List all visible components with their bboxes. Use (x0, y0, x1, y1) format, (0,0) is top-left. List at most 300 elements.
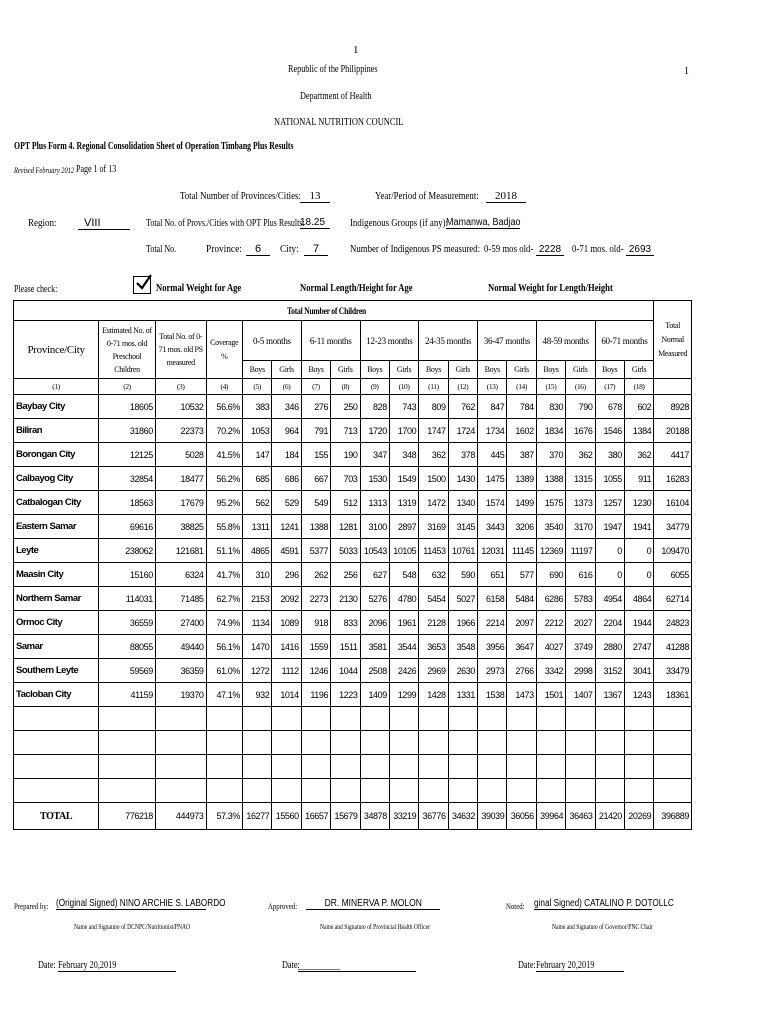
cell-value: 0 (624, 563, 653, 587)
age059-label: 0-59 mos old- (484, 243, 534, 255)
table-row (14, 683, 692, 707)
table-row (14, 467, 692, 491)
empty-cell (14, 731, 99, 755)
empty-cell (14, 755, 99, 779)
total-provinces-label: Total Number of Provinces/Cities: (180, 190, 301, 202)
cell-value: 24823 (654, 611, 692, 635)
total-value: 396889 (654, 803, 692, 830)
cell-value: 19370 (155, 683, 206, 707)
empty-cell (272, 779, 301, 803)
cell-value: 3540 (536, 515, 565, 539)
empty-cell (419, 707, 448, 731)
empty-cell (419, 755, 448, 779)
total-value: 16277 (243, 803, 272, 830)
cell-value: 6055 (654, 563, 692, 587)
cell-value: 1311 (243, 515, 272, 539)
age-group-header: 60-71 months (595, 321, 654, 361)
cell-value: 348 (389, 443, 418, 467)
cell-value: 2747 (624, 635, 653, 659)
city-value: 7 (304, 243, 328, 256)
empty-cell (624, 731, 653, 755)
total-value: 34632 (448, 803, 477, 830)
cell-value: 2128 (419, 611, 448, 635)
cell-value: 378 (448, 443, 477, 467)
cell-value: 2273 (301, 587, 330, 611)
total-value: 21420 (595, 803, 624, 830)
page-number-right: 1 (684, 66, 689, 77)
measured-header: Total No. of 0-71 mos. old PS measured (155, 321, 206, 379)
empty-row (14, 707, 692, 731)
cell-value: 1602 (507, 419, 536, 443)
empty-cell (448, 707, 477, 731)
cell-value: 2766 (507, 659, 536, 683)
prepared-title: Name and Signature of DCNPC/Nutritionist/PNAO (74, 923, 191, 931)
empty-cell (99, 731, 156, 755)
empty-cell (331, 779, 360, 803)
cell-value: 784 (507, 395, 536, 419)
prepared-name: (Original Signed) NINO ARCHIE S. LABORDO (56, 898, 226, 909)
cell-value: 184 (272, 443, 301, 467)
cell-value: 49440 (155, 635, 206, 659)
total-value: 36776 (419, 803, 448, 830)
total-value: 15560 (272, 803, 301, 830)
cell-value: 310 (243, 563, 272, 587)
cell-value: 791 (301, 419, 330, 443)
cell-value: 932 (243, 683, 272, 707)
total-label: TOTAL (14, 803, 99, 830)
girls-header: Girls (507, 361, 536, 379)
empty-cell (566, 707, 595, 731)
boys-header: Boys (360, 361, 389, 379)
cell-value: 18477 (155, 467, 206, 491)
cell-value: 964 (272, 419, 301, 443)
year-label: Year/Period of Measurement: (375, 190, 479, 202)
cell-value: 6158 (478, 587, 507, 611)
cell-value: 3145 (448, 515, 477, 539)
cell-value: 830 (536, 395, 565, 419)
cell-value: 18605 (99, 395, 156, 419)
cell-value: 1230 (624, 491, 653, 515)
cell-value: 703 (331, 467, 360, 491)
empty-cell (389, 779, 418, 803)
cell-value: 3100 (360, 515, 389, 539)
cell-value: 1676 (566, 419, 595, 443)
cell-value: 1367 (595, 683, 624, 707)
cell-value: 1575 (536, 491, 565, 515)
cell-value: 529 (272, 491, 301, 515)
checkbox-weight-for-age[interactable] (133, 276, 151, 294)
page-of: Page 1 of 13 (76, 164, 117, 175)
empty-cell (536, 731, 565, 755)
cell-value: 4591 (272, 539, 301, 563)
total-value: 36463 (566, 803, 595, 830)
total-children-header: Total Number of Children (14, 301, 654, 321)
boys-header: Boys (536, 361, 565, 379)
girls-header: Girls (624, 361, 653, 379)
cell-value: 41.5% (206, 443, 242, 467)
cell-value: 1241 (272, 515, 301, 539)
cell-value: 1472 (419, 491, 448, 515)
cell-value: 41.7% (206, 563, 242, 587)
cell-value: 6324 (155, 563, 206, 587)
region-value: VIII (78, 217, 130, 230)
date-value-noted: February 20,2019 (536, 960, 624, 972)
cell-value: 3647 (507, 635, 536, 659)
cell-value: 2130 (331, 587, 360, 611)
cell-value: 10532 (155, 395, 206, 419)
cell-value: 5484 (507, 587, 536, 611)
empty-cell (478, 707, 507, 731)
empty-cell (478, 731, 507, 755)
empty-cell (595, 755, 624, 779)
cell-value: 16104 (654, 491, 692, 515)
total-value: 39039 (478, 803, 507, 830)
cell-value: 5454 (419, 587, 448, 611)
cell-value: 22373 (155, 419, 206, 443)
prepared-label: Prepared by: (14, 902, 49, 911)
age-group-header: 12-23 months (360, 321, 419, 361)
empty-row (14, 779, 692, 803)
cell-value: 0 (595, 539, 624, 563)
column-index: (14) (507, 379, 536, 395)
cell-value: 1055 (595, 467, 624, 491)
cell-value: 56.1% (206, 635, 242, 659)
province-city-header: Province/City (14, 321, 99, 379)
cell-value: 362 (624, 443, 653, 467)
total-value: 16657 (301, 803, 330, 830)
cell-value: 190 (331, 443, 360, 467)
cell-value: 4865 (243, 539, 272, 563)
cell-value: 1428 (419, 683, 448, 707)
page-number: 1 (353, 44, 359, 56)
empty-cell (389, 707, 418, 731)
approved-label: Approved: (268, 902, 298, 911)
cell-value: 56.2% (206, 467, 242, 491)
total-value: 15679 (331, 803, 360, 830)
cell-value: 36559 (99, 611, 156, 635)
age071-label: 0-71 mos. old- (572, 243, 624, 255)
cell-value: 262 (301, 563, 330, 587)
cell-value: 1272 (243, 659, 272, 683)
cell-value: 11197 (566, 539, 595, 563)
cell-value: 10761 (448, 539, 477, 563)
cell-value: 627 (360, 563, 389, 587)
cell-value: 8928 (654, 395, 692, 419)
empty-cell (155, 707, 206, 731)
cell-value: 95.2% (206, 491, 242, 515)
cell-value: 33479 (654, 659, 692, 683)
table-row (14, 419, 692, 443)
cell-value: 577 (507, 563, 536, 587)
cell-value: 11453 (419, 539, 448, 563)
table-row (14, 635, 692, 659)
cell-value: 238062 (99, 539, 156, 563)
cell-value: 1089 (272, 611, 301, 635)
empty-cell (419, 779, 448, 803)
empty-cell (654, 731, 692, 755)
province-name: Catbalogan City (14, 491, 99, 515)
cell-value: 109470 (654, 539, 692, 563)
total-no-label: Total No. (146, 244, 177, 255)
table-row (14, 587, 692, 611)
empty-cell (155, 779, 206, 803)
cell-value: 4954 (595, 587, 624, 611)
cell-value: 0 (624, 539, 653, 563)
province-name: Tacloban City (14, 683, 99, 707)
noted-name: ginal Signed) CATALINO P. DOTOLLC (534, 898, 674, 909)
cell-value: 5276 (360, 587, 389, 611)
column-index (654, 379, 692, 395)
cell-value: 1511 (331, 635, 360, 659)
approved-title: Name and Signature of Provincial Health Officer (320, 923, 430, 931)
cell-value: 4027 (536, 635, 565, 659)
empty-cell (360, 731, 389, 755)
cell-value: 743 (389, 395, 418, 419)
date-value-prepared: February 20,2019 (58, 960, 176, 972)
total-value: 57.3% (206, 803, 242, 830)
cell-value: 10543 (360, 539, 389, 563)
empty-row (14, 731, 692, 755)
cell-value: 1500 (419, 467, 448, 491)
cell-value: 2973 (478, 659, 507, 683)
empty-cell (536, 707, 565, 731)
empty-cell (206, 707, 242, 731)
cell-value: 370 (536, 443, 565, 467)
cell-value: 1196 (301, 683, 330, 707)
province-name: Northern Samar (14, 587, 99, 611)
cell-value: 362 (419, 443, 448, 467)
cell-value: 250 (331, 395, 360, 419)
opt-results-value: 18.25 (300, 217, 330, 229)
cell-value: 47.1% (206, 683, 242, 707)
age-group-header: 36-47 months (478, 321, 537, 361)
cell-value: 59569 (99, 659, 156, 683)
cell-value: 74.9% (206, 611, 242, 635)
column-index: (3) (155, 379, 206, 395)
cell-value: 1331 (448, 683, 477, 707)
cell-value: 632 (419, 563, 448, 587)
empty-cell (654, 755, 692, 779)
empty-cell (536, 755, 565, 779)
cell-value: 5033 (331, 539, 360, 563)
table-row (14, 515, 692, 539)
cell-value: 1281 (331, 515, 360, 539)
cell-value: 12031 (478, 539, 507, 563)
cell-value: 2897 (389, 515, 418, 539)
cell-value: 2426 (389, 659, 418, 683)
cell-value: 347 (360, 443, 389, 467)
cell-value: 2212 (536, 611, 565, 635)
indigenous-value: Mamanwa, Badjao (446, 217, 521, 228)
cell-value: 15160 (99, 563, 156, 587)
empty-cell (360, 707, 389, 731)
table-row (14, 611, 692, 635)
table-row (14, 491, 692, 515)
cell-value: 20188 (654, 419, 692, 443)
cell-value: 51.1% (206, 539, 242, 563)
cell-value: 3170 (566, 515, 595, 539)
empty-cell (301, 707, 330, 731)
cell-value: 3749 (566, 635, 595, 659)
cell-value: 1044 (331, 659, 360, 683)
empty-cell (624, 779, 653, 803)
empty-cell (243, 731, 272, 755)
option-weight-for-length: Normal Weight for Length/Height (488, 282, 613, 294)
girls-header: Girls (272, 361, 301, 379)
cell-value: 713 (331, 419, 360, 443)
cell-value: 2630 (448, 659, 477, 683)
empty-cell (301, 779, 330, 803)
cell-value: 1724 (448, 419, 477, 443)
cell-value: 5783 (566, 587, 595, 611)
empty-cell (595, 779, 624, 803)
cell-value: 17679 (155, 491, 206, 515)
cell-value: 36359 (155, 659, 206, 683)
cell-value: 651 (478, 563, 507, 587)
council-label: NATIONAL NUTRITION COUNCIL (274, 117, 404, 128)
girls-header: Girls (331, 361, 360, 379)
cell-value: 1747 (419, 419, 448, 443)
cell-value: 1546 (595, 419, 624, 443)
total-value: 36056 (507, 803, 536, 830)
estimated-header: Estimated No. of 0-71 mos. old Preschool Children (99, 321, 156, 379)
province-label: Province: (206, 243, 242, 255)
cell-value: 1947 (595, 515, 624, 539)
table-row (14, 659, 692, 683)
cell-value: 911 (624, 467, 653, 491)
cell-value: 3544 (389, 635, 418, 659)
column-index: (13) (478, 379, 507, 395)
city-label: City: (280, 243, 299, 255)
total-value: 33219 (389, 803, 418, 830)
girls-header: Girls (448, 361, 477, 379)
cell-value: 34779 (654, 515, 692, 539)
cell-value: 828 (360, 395, 389, 419)
cell-value: 918 (301, 611, 330, 635)
column-index: (5) (243, 379, 272, 395)
total-row (14, 803, 692, 830)
empty-cell (595, 707, 624, 731)
cell-value: 1734 (478, 419, 507, 443)
indigenous-ps-label: Number of Indigenous PS measured: (350, 243, 481, 255)
age-group-header: 24-35 months (419, 321, 478, 361)
cell-value: 1470 (243, 635, 272, 659)
cell-value: 2969 (419, 659, 448, 683)
cell-value: 2153 (243, 587, 272, 611)
cell-value: 56.6% (206, 395, 242, 419)
cell-value: 2998 (566, 659, 595, 683)
cell-value: 383 (243, 395, 272, 419)
empty-cell (272, 707, 301, 731)
empty-cell (478, 779, 507, 803)
province-name: Biliran (14, 419, 99, 443)
cell-value: 1499 (507, 491, 536, 515)
total-provinces-value: 13 (300, 190, 330, 203)
empty-cell (360, 755, 389, 779)
cell-value: 296 (272, 563, 301, 587)
cell-value: 147 (243, 443, 272, 467)
opt-results-label: Total No. of Provs./Cities with OPT Plus Results: (146, 218, 305, 229)
cell-value: 1223 (331, 683, 360, 707)
empty-row (14, 755, 692, 779)
province-name: Calbayog City (14, 467, 99, 491)
year-value: 2018 (486, 190, 526, 203)
total-normal-header: Total Normal Measured (654, 301, 692, 379)
cell-value: 12369 (536, 539, 565, 563)
empty-cell (206, 731, 242, 755)
cell-value: 71485 (155, 587, 206, 611)
revised-date: Revised February 2012 (14, 166, 75, 175)
empty-cell (331, 731, 360, 755)
cell-value: 1243 (624, 683, 653, 707)
province-value: 6 (246, 243, 270, 256)
province-name: Borongan City (14, 443, 99, 467)
empty-cell (448, 755, 477, 779)
cell-value: 31860 (99, 419, 156, 443)
total-value: 776218 (99, 803, 156, 830)
empty-cell (507, 707, 536, 731)
empty-cell (243, 779, 272, 803)
empty-cell (301, 755, 330, 779)
cell-value: 1574 (478, 491, 507, 515)
cell-value: 616 (566, 563, 595, 587)
cell-value: 155 (301, 443, 330, 467)
cell-value: 2096 (360, 611, 389, 635)
girls-header: Girls (566, 361, 595, 379)
cell-value: 69616 (99, 515, 156, 539)
cell-value: 41159 (99, 683, 156, 707)
form-title: OPT Plus Form 4. Regional Consolidation Sheet of Operation Timbang Plus Results (14, 141, 294, 152)
approved-name: DR. MINERVA P. MOLON (306, 898, 440, 910)
cell-value: 1961 (389, 611, 418, 635)
cell-value: 18563 (99, 491, 156, 515)
age-group-header: 48-59 months (536, 321, 595, 361)
empty-cell (654, 707, 692, 731)
cell-value: 2214 (478, 611, 507, 635)
empty-cell (206, 755, 242, 779)
column-index: (11) (419, 379, 448, 395)
empty-cell (566, 779, 595, 803)
cell-value: 678 (595, 395, 624, 419)
table-row (14, 395, 692, 419)
province-name: Leyte (14, 539, 99, 563)
empty-cell (507, 755, 536, 779)
cell-value: 2092 (272, 587, 301, 611)
empty-cell (566, 755, 595, 779)
cell-value: 1340 (448, 491, 477, 515)
cell-value: 1966 (448, 611, 477, 635)
column-index: (17) (595, 379, 624, 395)
empty-cell (566, 731, 595, 755)
cell-value: 445 (478, 443, 507, 467)
empty-cell (243, 707, 272, 731)
cell-value: 3548 (448, 635, 477, 659)
cell-value: 562 (243, 491, 272, 515)
cell-value: 2508 (360, 659, 389, 683)
empty-cell (206, 779, 242, 803)
empty-cell (243, 755, 272, 779)
cell-value: 512 (331, 491, 360, 515)
empty-cell (507, 779, 536, 803)
empty-cell (624, 707, 653, 731)
boys-header: Boys (478, 361, 507, 379)
table-row (14, 443, 692, 467)
table-row (14, 563, 692, 587)
cell-value: 1407 (566, 683, 595, 707)
cell-value: 32854 (99, 467, 156, 491)
cell-value: 1389 (507, 467, 536, 491)
cell-value: 380 (595, 443, 624, 467)
